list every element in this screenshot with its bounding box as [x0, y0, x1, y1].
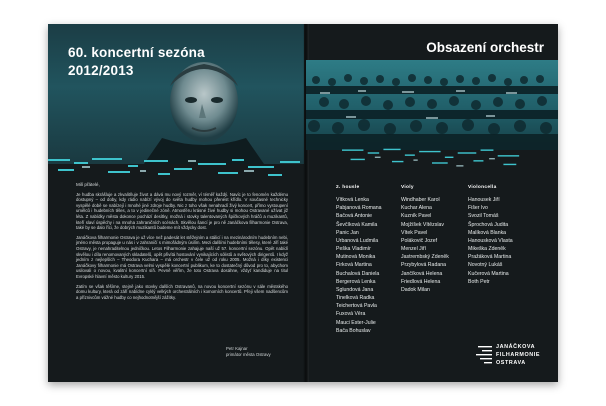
roster-name: Bača Bohuslav — [336, 327, 371, 334]
roster-column-second-violins — [336, 184, 382, 335]
left-page — [48, 24, 304, 382]
roster-name: Vítek Pavel — [401, 229, 428, 236]
roster-name: Hanousek Jiří — [468, 197, 500, 204]
roster-name: Windhaber Karol — [401, 197, 440, 204]
roster-name: Svozil Tomáš — [468, 213, 499, 220]
signature-role: primátor města Ostravy — [226, 351, 271, 357]
logo-line-3: OSTRAVA — [496, 360, 526, 366]
brochure-spread — [48, 24, 558, 382]
logo-line-1: JANÁČKOVA — [496, 344, 536, 350]
hero-banner — [48, 24, 304, 164]
roster-name: Przybylová Radana — [401, 262, 446, 269]
column-heading: Violy — [401, 185, 414, 190]
logo-line-2: FILHARMONIE — [496, 352, 541, 358]
roster-name: Pražáková Martina — [468, 254, 512, 261]
paragraph-3: Zatím se však těšíme, stejně jako stovky dalších Ostravanů, na novou koncertní sezónu v sále městského domu kultury, která od září nabídne cyklý velkých orchestrálních i komorních koncertů. Přeji všem nadšencům a příznivcům vážné hudby co nejhodnotnější zážitky. — [76, 283, 288, 300]
roster-name: Mutinová Monika — [336, 254, 376, 261]
jfo-logo — [476, 342, 556, 372]
roster-name: Peška Vladimír — [336, 246, 371, 253]
season-title — [68, 44, 205, 80]
right-page — [306, 24, 558, 382]
roster-name: Mojžíšek Vítězslav — [401, 221, 444, 228]
roster-name: Panic Jan — [336, 229, 359, 236]
editorial-text — [76, 182, 288, 304]
pixel-bar-strip-right — [306, 148, 558, 168]
roster-name: Novotný Lukáš — [468, 262, 503, 269]
roster-name: Mikeška Zdeněk — [468, 246, 506, 253]
roster-name: Urbanová Ludmila — [336, 237, 379, 244]
column-heading: 2. housle — [336, 185, 360, 190]
roster-name: Polákovič Jozef — [401, 237, 438, 244]
roster-name: Buchalová Daniela — [336, 270, 380, 277]
roster-name: Dadok Milan — [401, 286, 430, 293]
roster-name: Teichertová Pavla — [336, 303, 377, 310]
roster-name: Kuzník Pavel — [401, 213, 432, 220]
roster-name: Bergerová Lenka — [336, 278, 376, 285]
roster-column-violas — [401, 184, 449, 294]
roster-name: Jančíková Helena — [401, 270, 443, 277]
orchestra-title: Obsazení orchestr — [426, 40, 544, 55]
roster-name: Fuxová Věra — [336, 311, 366, 318]
season-title-line2: 2012/2013 — [68, 63, 134, 78]
roster-name: Fišer Ivo — [468, 205, 488, 212]
signature-name: Petr Kajnar — [226, 346, 248, 351]
roster-name: Hanousková Vlasta — [468, 237, 513, 244]
season-title-line1: 60. koncertní sezóna — [68, 45, 205, 60]
roster-name: Pabjanová Romana — [336, 205, 382, 212]
roster-name: Jastrembský Zdeněk — [401, 254, 449, 261]
roster-name: Šprochová Judita — [468, 221, 509, 228]
roster-name: Mauci Ester-Julie — [336, 319, 376, 326]
orchestra-photo — [306, 60, 558, 150]
roster-name: Kuchar Alena — [401, 205, 432, 212]
roster-name: Bačová Antonie — [336, 213, 373, 220]
roster-name: Menzel Jiří — [401, 246, 427, 253]
paragraph-2: Janáčkova filharmonie Ostrava je už více než padesát let stěžejním a stálicí i na mezinárodním hudebním nebi, jméno města propaguje u nás i v zahraničí s mimořádným úsilím. Mezi dalšími hudebními tělesy, které Jiří také Ostravy, je nenahraditelnou jedničkou. Letos Filharmonie zahajuje naší už 57. koncertní sezónu. Opět nabídí skvělou i díla renomovaných skladatelů, opět přivítá hostování vynikajících sólistů a světových dirigentů. I když jedním z nejlepších – Theodora Kuchara – má orchestr v čele už od roku 2005. Možná i díky existenci Janáčkovy filharmonie má Ostrava velmi vyspělé koncertní publikum, ke to dostatečný důvod pro to, abychom usilovali o novou, kvalitní koncertní síň. Pevně věřím, že toto Ostrava dosáhne, vždyť kandiduje na titul Evropské hlavní město kultury 2015. — [76, 234, 288, 279]
roster-name: Sglundová Jana — [336, 286, 374, 293]
roster-name: Malíková Blanka — [468, 229, 507, 236]
roster-name: Friedlová Helena — [401, 278, 441, 285]
roster-column-cellos — [468, 184, 513, 286]
greeting: Milí přátelé, — [76, 182, 100, 187]
pixel-bar-strip-left — [48, 157, 304, 177]
orchestra-silhouettes — [306, 60, 558, 150]
column-heading: Violoncella — [468, 185, 497, 190]
roster-name: Ševčíková Kamila — [336, 221, 378, 228]
roster-name: Both Petr — [468, 278, 490, 285]
roster-name: Kučerová Martina — [468, 270, 509, 277]
roster-name: Vítková Lenka — [336, 197, 369, 204]
logo-mark-icon — [476, 344, 496, 370]
signature — [226, 346, 271, 357]
roster-name: Firková Martina — [336, 262, 372, 269]
roster-name: Tinelková Radka — [336, 295, 375, 302]
paragraph-1: Je hudba skrášluje a zkvalitňuje život a dává mu nový rozměr, ví téměř každý. Navíc je to fenomén každému dostupný – od doby, kdy rádio nabízí vývoj do světa hudby mohou přenést křídlo. V současné technicky vyspělé době se nabízejí i mnohé jiné zdroje hudby. Nic z toho však nenahradí živý koncert, přímo vystoupení umělců i hudebních těles, a to v jedinečné zóně. Atmosféru krásné živé hudby si mohou Ostravané užívat již léta. Z nabídky města dokonce pochází desítky, možná i stovky talentovaných špičkových hráčů a muzikantů, kteří slaví úspěchy i na mnoha zahraničních scénách. Skvělou šancí je pro ně Janáčkova filharmonie Ostrava, také by se dalo říci, že dobrých muzikantů budeme mít vždycky dost. — [76, 191, 288, 231]
